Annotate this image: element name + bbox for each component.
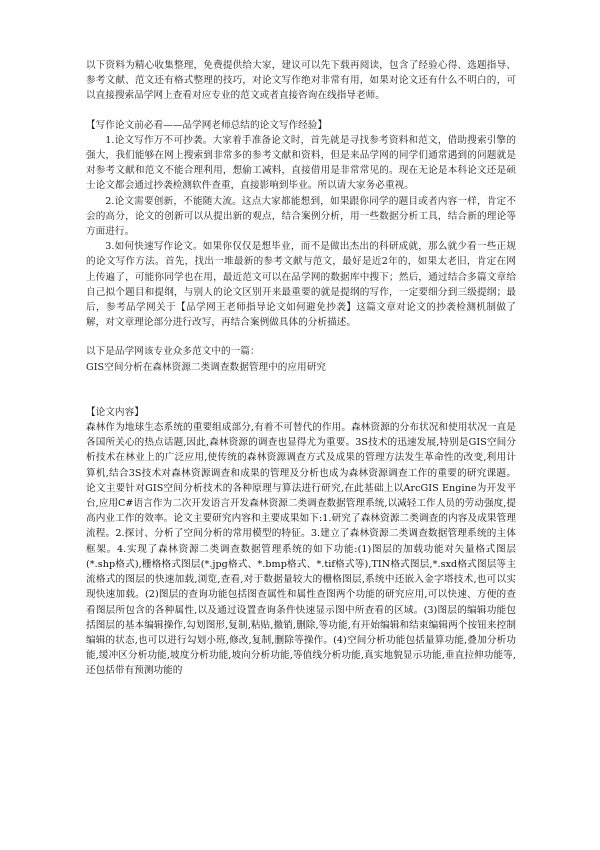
experience-point-1: 1.论文写作万不可抄袭。大家着手准备论文时，首先就是寻找参考资料和范文，借助搜索引擎的强大，我们能够在网上搜索到非常多的参考文献和资料，但是来品学网的同学们通常遇到的问题就是对参考文献和范文不能合理利用，想偷工减料，直接借用是非常常见的。现在无论是本科论文还是硕士论文都会通过抄袭检测软件查重，直接影响到毕业。所以请大家务必重视。 xyxy=(86,134,516,192)
spacer xyxy=(86,330,516,344)
content-heading: 【论文内容】 xyxy=(86,406,144,418)
experience-point-3: 3.如何快速写作论文。如果你仅仅是想毕业，而不是做出杰出的科研成就，那么就少看一些正规的论文写作方法。首先，找出一堆最新的参考文献与范文，最好是近2年的，如果太老旧，肯定在网上传遍了，可能你同学也在用，最近范文可以在品学网的数据库中搜下；然后，通过结合多篇文章给自己拟个题目和提纲，与别人的论文区别开来最重要的就是提纲的写作，一定要细分到三级提纲；最后，参考品学网关于【品学网王老师指导论文如何避免抄袭】这篇文章对论文的抄袭检测机制做了解，对文章理论部分进行改写，再结合案例做具体的分析描述。 xyxy=(86,241,516,329)
spacer xyxy=(86,375,516,405)
document-page xyxy=(86,58,516,679)
sample-lead: 以下是品学网该专业众多范文中的一篇： xyxy=(86,346,260,358)
intro-paragraph: 以下资料为精心收集整理，免费提供给大家，建议可以先下载再阅读，包含了经验心得、选题指导、参考文献、范文还有格式整理的技巧，对论文写作绝对非常有用，如果对论文还有什么不明白的，可以直接搜索品学网上查看对应专业的范文或者直接咨询在线指导老师。 xyxy=(86,60,516,102)
sample-title: GIS空间分析在森林资源二类调查数据管理中的应用研究 xyxy=(86,361,326,373)
experience-point-2: 2.论文需要创新，不能随大流。这点大家都能想到，如果跟你同学的题目或者内容一样，肯定不会的高分，论文的创新可以从提出新的观点，结合案例分析，用一些数据分析工具，结合新的理论等方面进行。 xyxy=(86,195,516,238)
spacer xyxy=(86,104,516,118)
content-body: 森林作为地球生态系统的重要组成部分,有着不可替代的作用。森林资源的分布状况和使用状况一直是各国所关心的热点话题,因此,森林资源的调查也显得尤为重要。3S技术的迅速发展,特别是GIS空间分析技术在林业上的广泛应用,使传统的森林资源调查方式及成果的管理方法发生革命性的改变,利用计算机,结合3S技术对森林资源调查和成果的管理及分析也成为森林资源调查工作的重要的研究课题。论文主要针对GIS空间分析技术的各种原理与算法进行研究,在此基础上以ArcGIS Engine为开发平台,应用C#语言作为二次开发语言开发森林资源二类调查数据管理系统,以减轻工作人员的劳动强度,提高内业工作的效率。论文主要研究内容和主要成果如下:1.研究了森林资源二类调查的内容及成果管理流程。2.探讨、分析了空间分析的常用模型的特征。3.建立了森林资源二类调查数据管理系统的主体框架。4.实现了森林资源二类调查数据管理系统的如下功能:(1)图层的加载功能对矢量格式图层(*.shp格式),栅格格式图层(*.jpg格式、*.bmp格式、*.tif格式等),TIN格式图层,*.sxd格式图层等主流格式的图层的快速加载,浏览,查看,对于数据量较大的栅格图层,系统中还嵌入金字塔技术,也可以实现快速加载。(2)图层的查询功能包括图查属性和属性查图两个功能的研究应用,可以快速、方便的查看图层所包含的各种属性,以及通过设置查询条件快速显示图中所查看的区域。(3)图层的编辑功能包括图层的基本编辑操作,勾划图形,复制,粘贴,撤销,删除,等功能,有开始编辑和结束编辑两个按钮来控制编辑的状态,也可以进行勾划小班,修改,复制,删除等操作。(4)空间分析功能包括量算功能,叠加分析功能,缓冲区分析功能,坡度分析功能,坡向分析功能,等值线分析功能,真实地貌显示功能,垂直拉伸功能等,还包括带有预测功能的 xyxy=(86,422,516,677)
experience-heading: 【写作论文前必看——品学网老师总结的论文写作经验】 xyxy=(86,119,328,131)
